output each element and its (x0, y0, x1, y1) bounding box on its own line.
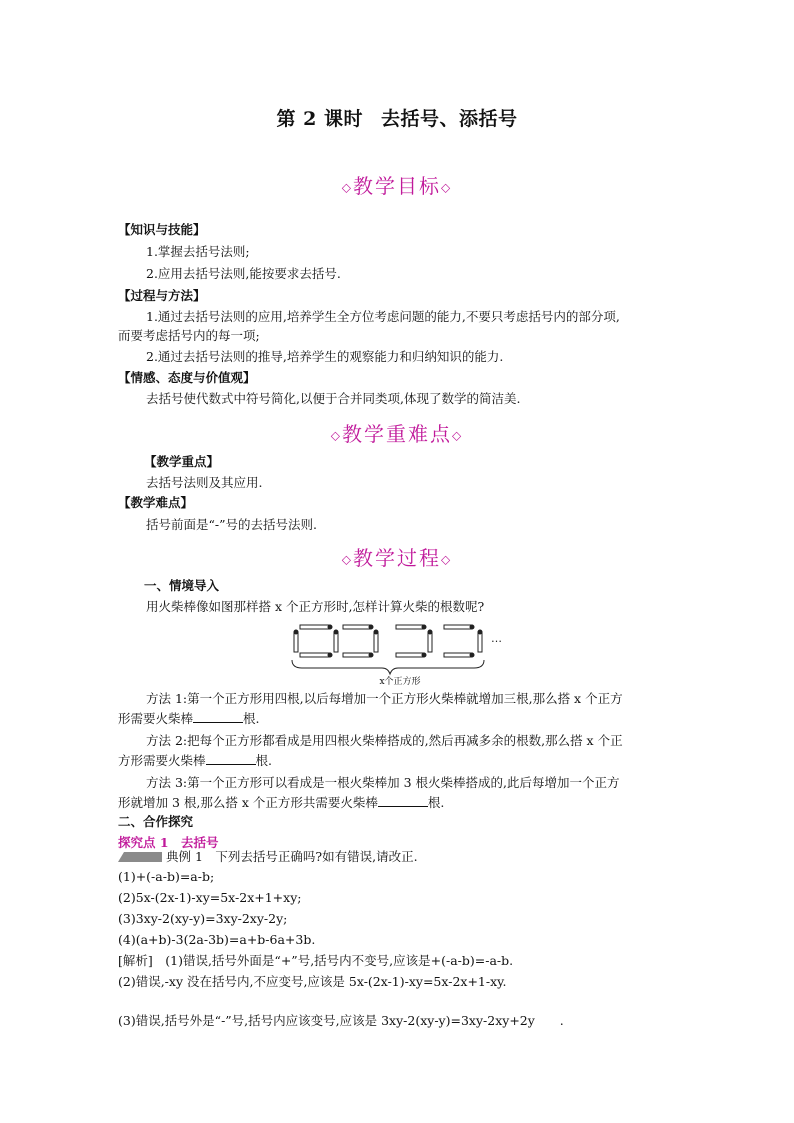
answer-blank[interactable] (193, 708, 243, 723)
step-heading: 一、情境导入 (144, 578, 220, 593)
method-line: 方法 1:第一个正方形用四根,以后每增加一个正方形火柴棒就增加三根,那么搭 x 个正方 (146, 691, 623, 706)
matchstick (444, 625, 472, 629)
diamond-icon: ◇ (330, 428, 342, 443)
example-line: 典例 1 下列去括号正确吗?如有错误,请改正. (166, 849, 418, 864)
answer-blank[interactable] (206, 750, 256, 765)
expression-line: (2)5x-(2x-1)-xy=5x-2x+1+xy; (118, 890, 302, 905)
step-heading: 二、合作探究 (118, 814, 194, 829)
expression-line: (3)3xy-2(xy-y)=3xy-2xy-2y; (118, 911, 288, 926)
diamond-icon: ◇ (441, 552, 453, 567)
matchstick (300, 653, 330, 657)
analysis-line: (2)错误,-xy 没在括号内,不应变号,应该是 5x-(2x-1)-xy=5x-2x+1-xy. (118, 974, 507, 989)
diamond-icon: ◇ (341, 552, 353, 567)
subheading-difficulty: 【教学难点】 (118, 495, 194, 510)
question-line: 用火柴棒像如图那样搭 x 个正方形时,怎样计算火柴的根数呢? (146, 599, 485, 614)
method-line: 形需要火柴棒 根. (118, 708, 678, 729)
subheading-key-point: 【教学重点】 (144, 454, 220, 469)
lesson-number: 第 2 课时 (276, 108, 363, 130)
answer-blank[interactable] (378, 792, 428, 807)
method-line: 方形需要火柴棒 根. (118, 750, 678, 771)
explore-heading: 探究点 1 去括号 (118, 835, 219, 850)
analysis-line: [解析] (1)错误,括号外面是“+”号,括号内不变号,应该是+(-a-b)=-a-b. (118, 953, 514, 968)
subheading-process-method: 【过程与方法】 (118, 288, 206, 303)
matchstick (294, 632, 298, 652)
matchstick (478, 632, 482, 652)
goal-line: 2.通过去括号法则的推导,培养学生的观察能力和归纳知识的能力. (146, 349, 504, 364)
ellipsis: … (491, 632, 502, 645)
matchstick (396, 653, 424, 657)
matchstick (334, 632, 338, 652)
expression-line: (4)(a+b)-3(2a-3b)=a+b-6a+3b. (118, 932, 316, 947)
section-heading-process: ◇教学过程◇ (341, 546, 453, 570)
analysis-line: (3)错误,括号外是“-”号,括号内应该变号,应该是 3xy-2(xy-y)=3xy-2xy+2y . (118, 1013, 564, 1028)
matchstick (343, 653, 371, 657)
page-title (0, 104, 794, 131)
diamond-icon: ◇ (341, 180, 353, 195)
subheading-attitude: 【情感、态度与价值观】 (118, 370, 256, 385)
method-line: 方法 3:第一个正方形可以看成是一根火柴棒加 3 根火柴棒搭成的,此后每增加一个正方 (146, 775, 620, 790)
goal-line: 而要考虑括号内的每一项; (118, 328, 260, 343)
method-line: 形就增加 3 根,那么搭 x 个正方形共需要火柴棒 根. (118, 792, 678, 813)
goal-line: 去括号使代数式中符号简化,以便于合并同类项,体现了数学的简洁美. (146, 391, 521, 406)
matchstick (396, 625, 424, 629)
goal-line: 1.掌握去括号法则; (146, 244, 250, 259)
lesson-topic: 去括号、添括号 (380, 108, 518, 130)
matchstick (343, 625, 371, 629)
diamond-icon: ◇ (441, 180, 453, 195)
brace (292, 660, 484, 674)
figure-label: x个正方形 (379, 677, 421, 687)
section-heading-goals: ◇教学目标◇ (341, 174, 453, 198)
matchstick (300, 625, 330, 629)
matchstick (374, 632, 378, 652)
matchstick-figure (288, 622, 518, 676)
matchstick (428, 632, 432, 652)
key-line: 去括号法则及其应用. (146, 475, 263, 490)
section-heading-key: ◇教学重难点◇ (330, 422, 464, 446)
expression-line: (1)+(-a-b)=a-b; (118, 869, 215, 884)
goal-line: 2.应用去括号法则,能按要求去括号. (146, 266, 341, 281)
method-line: 方法 2:把每个正方形都看成是用四根火柴棒搭成的,然后再减多余的根数,那么搭 x 个正 (146, 733, 623, 748)
subheading-knowledge: 【知识与技能】 (118, 222, 206, 237)
example-marker-icon (118, 850, 162, 864)
diamond-icon: ◇ (452, 428, 464, 443)
key-line: 括号前面是“-”号的去括号法则. (146, 517, 317, 532)
goal-line: 1.通过去括号法则的应用,培养学生全方位考虑问题的能力,不要只考虑括号内的部分项, (146, 309, 620, 324)
matchstick (444, 653, 472, 657)
